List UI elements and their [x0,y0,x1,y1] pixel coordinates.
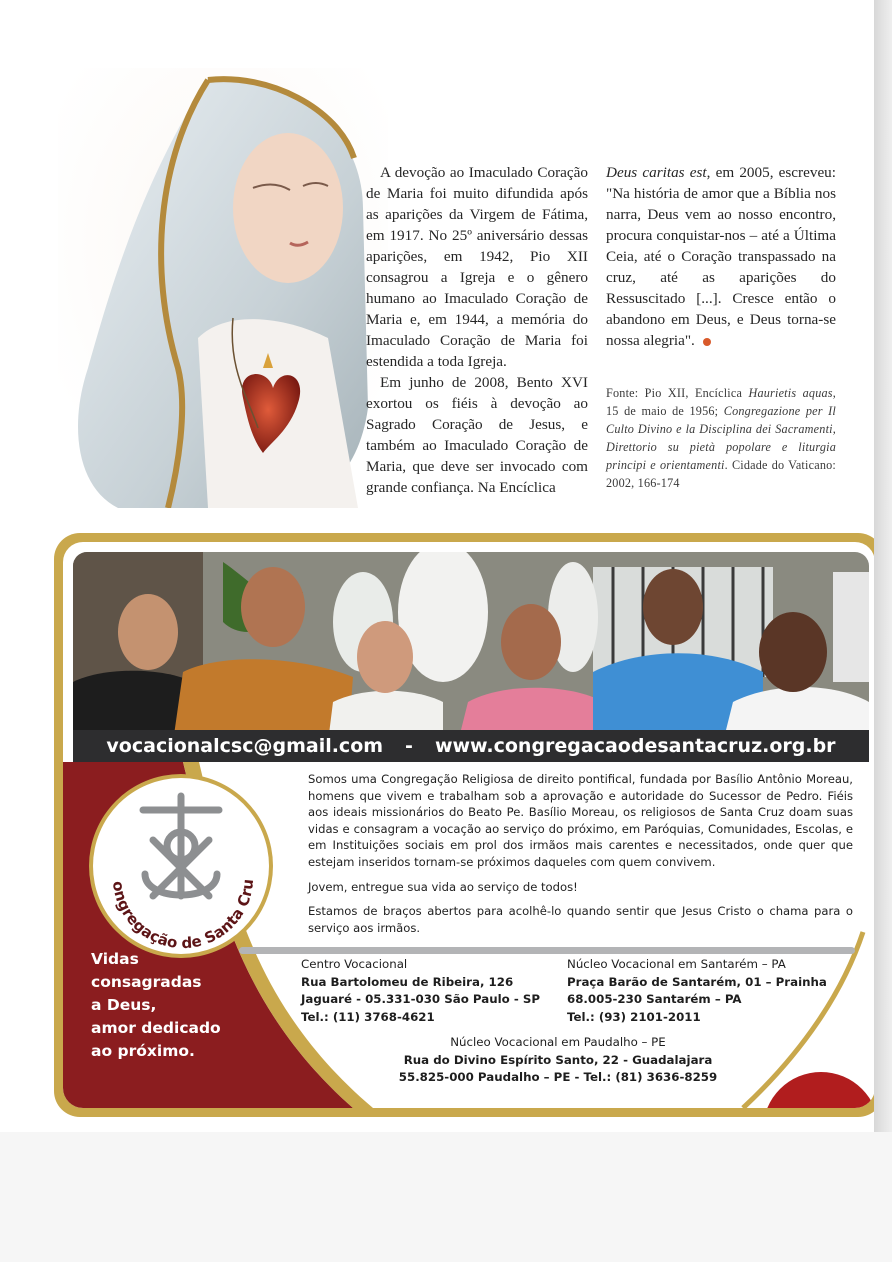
article-paragraph: Em junho de 2008, Bento XVI exortou os fiéis à devoção ao Sagrado Coração de Jesus, e também ao Imaculado Coração de Maria, que deve ser invocado com grande confiança. Na Encíclica [366,374,588,496]
ad-paragraph: Jovem, entregue sua vida ao serviço de todos! [308,879,578,894]
address-santarem: Núcleo Vocacional em Santarém – PA Praça Barão de Santarém, 01 – Prainha 68.005-230 Santarém – PA Tel.: (93) 2101-2011 [567,957,827,1024]
encyclical-title: Deus caritas est [606,164,707,181]
address-sao-paulo: Centro Vocacional Rua Bartolomeu de Ribeira, 126 Jaguaré - 05.331-030 São Paulo - SP Tel.: (11) 3768-4621 [301,957,540,1024]
article-paragraph: Deus caritas est, em 2005, escreveu: "Na história de amor que a Bíblia nos narra, Deus vem ao nosso encontro, procura conquistar-nos – até a Última Ceia, até o Coração transpassado na cruz, até as aparições do Ressuscitado [...]. Cresce então o abandono em Deus, e Deus torna-se nossa alegria". [606,164,836,349]
vocational-advertisement [54,533,884,1117]
article-paragraph: A devoção ao Imaculado Coração de Maria foi muito difundida após as aparições da Virgem de Fátima, em 1917. No 25º aniversário dessas aparições, em 1942, Pio XII consagrou a Igreja e o gênero humano ao Imaculado Coração de Maria e, em 1944, a memória do Imaculado Coração de Maria foi estendida a toda Igreja. [366,164,588,370]
ad-paragraph: Estamos de braços abertos para acolhê-lo quando sentir que Jesus Cristo o chama para o serviço aos irmãos. [308,904,853,935]
end-of-article-dot-icon [703,338,711,346]
email-link[interactable]: vocacionalcsc@gmail.com [106,735,384,757]
contact-bar [73,730,869,762]
article-source: Fonte: Pio XII, Encíclica Haurietis aquas, 15 de maio de 1956; Congregazione per Il Culto Divino e la Disciplina dei Sacramenti, Direttorio su pietà popolare e liturgia principi e orientamenti. Cidade do Vaticano: 2002, 166-174 [606,386,837,490]
article-column-1 [366,162,588,498]
congregation-logo [93,778,269,954]
ad-description [308,771,853,944]
logo-text: ongregação de Santa Cru [108,878,258,953]
address-paudalho: Núcleo Vocacional em Paudalho – PE Rua do Divino Espírito Santo, 22 - Guadalajara 55.825-000 Paudalho – PE - Tel.: (81) 3636-8259 [398,1035,718,1084]
contact-separator: - [405,735,413,757]
virgin-mary-illustration [58,68,388,508]
magazine-page [18,6,876,1130]
slogan: Vidas consagradas a Deus, amor dedicado ao próximo. [91,950,221,1060]
ad-paragraph: Somos uma Congregação Religiosa de direito pontifical, fundada por Basílio Antônio Moreau, homens que vivem e trabalham sob a aprovação e autoridade do Sucessor de Pedro. Fiéis aos ideais missionários do Beato Pe. Basílio Moreau, os religiosos de Santa Cruz doam suas vidas e consagram a vocação ao serviço do próximo, em Paróquias, Comunidades, Escolas, e em Instituições sociais em prol dos irmãos mais carentes e necessitados, onde quer que estejam inseridos tornam-se próximos daqueles com quem convivem. [308,772,853,869]
ad-inner-panel [63,542,875,1108]
cross-anchor-icon [93,778,269,954]
divider [239,947,855,954]
page-edge [874,0,892,1262]
group-photo [73,552,869,742]
article-column-2 [606,162,836,351]
scan-margin [0,1132,892,1262]
website-link[interactable]: www.congregacaodesantacruz.org.br [434,735,836,757]
